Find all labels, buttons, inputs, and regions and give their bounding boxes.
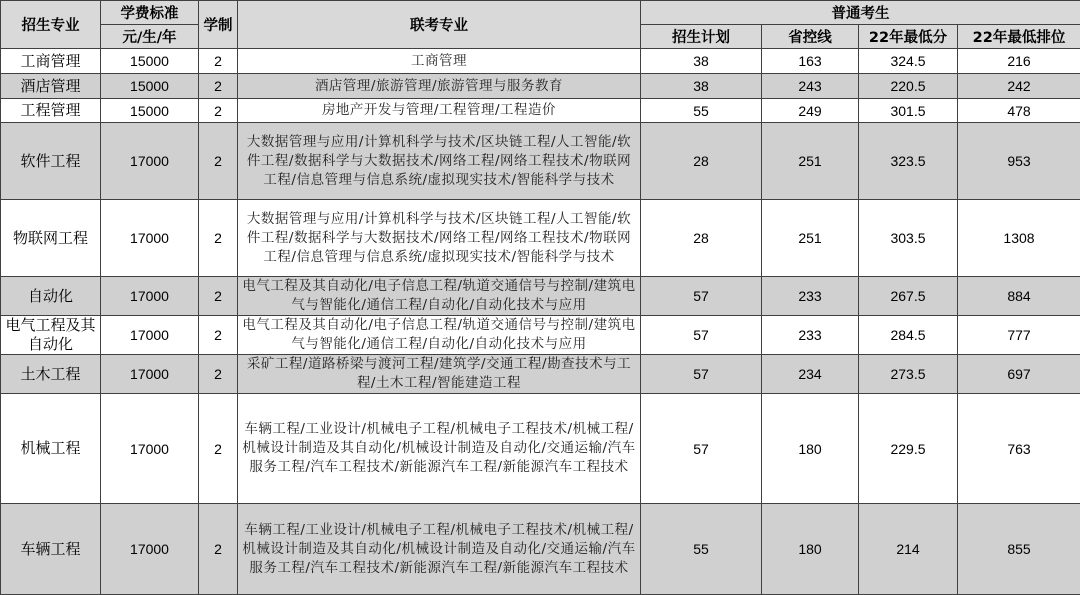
row-years: 2 xyxy=(199,355,238,394)
row-major: 电气工程及其自动化 xyxy=(1,316,101,355)
row-joint-majors: 电气工程及其自动化/电子信息工程/轨道交通信号与控制/建筑电气与智能化/通信工程/自动化/自动化技术与应用 xyxy=(238,277,641,316)
header-min-score-22: 22年最低分 xyxy=(859,25,958,49)
row-province-line: 249 xyxy=(762,99,859,123)
table-row xyxy=(1,99,1080,123)
row-joint-majors: 电气工程及其自动化/电子信息工程/轨道交通信号与控制/建筑电气与智能化/通信工程/自动化/自动化技术与应用 xyxy=(238,316,641,355)
row-fee: 15000 xyxy=(101,99,199,123)
header-min-rank-22: 22年最低排位 xyxy=(958,25,1080,49)
row-fee: 17000 xyxy=(101,355,199,394)
row-plan: 38 xyxy=(641,49,762,74)
row-fee: 17000 xyxy=(101,316,199,355)
row-fee: 15000 xyxy=(101,49,199,74)
table-row xyxy=(1,123,1080,200)
row-years: 2 xyxy=(199,49,238,74)
header-duration: 学制 xyxy=(199,1,238,49)
row-province-line: 243 xyxy=(762,74,859,99)
row-min-score: 220.5 xyxy=(859,74,958,99)
row-min-rank: 953 xyxy=(958,123,1080,200)
row-plan: 55 xyxy=(641,504,762,595)
row-min-rank: 216 xyxy=(958,49,1080,74)
row-years: 2 xyxy=(199,74,238,99)
row-min-rank: 777 xyxy=(958,316,1080,355)
row-province-line: 233 xyxy=(762,277,859,316)
row-min-score: 323.5 xyxy=(859,123,958,200)
row-fee: 17000 xyxy=(101,200,199,277)
table-row xyxy=(1,74,1080,99)
row-joint-majors: 房地产开发与管理/工程管理/工程造价 xyxy=(238,99,641,123)
table-row xyxy=(1,316,1080,355)
row-min-score: 214 xyxy=(859,504,958,595)
row-plan: 28 xyxy=(641,123,762,200)
row-min-rank: 855 xyxy=(958,504,1080,595)
row-years: 2 xyxy=(199,394,238,504)
row-min-rank: 697 xyxy=(958,355,1080,394)
row-min-rank: 478 xyxy=(958,99,1080,123)
row-fee: 17000 xyxy=(101,394,199,504)
header-province-line: 省控线 xyxy=(762,25,859,49)
table-row xyxy=(1,504,1080,595)
row-fee: 17000 xyxy=(101,277,199,316)
row-min-score: 303.5 xyxy=(859,200,958,277)
row-major: 酒店管理 xyxy=(1,74,101,99)
row-plan: 38 xyxy=(641,74,762,99)
header-general-group: 普通考生 xyxy=(641,1,1080,25)
row-major: 物联网工程 xyxy=(1,200,101,277)
row-years: 2 xyxy=(199,277,238,316)
row-province-line: 180 xyxy=(762,394,859,504)
row-fee: 17000 xyxy=(101,504,199,595)
row-major: 土木工程 xyxy=(1,355,101,394)
row-joint-majors: 大数据管理与应用/计算机科学与技术/区块链工程/人工智能/软件工程/数据科学与大数据技术/网络工程/网络工程技术/物联网工程/信息管理与信息系统/虚拟现实技术/智能科学与技术 xyxy=(238,200,641,277)
row-major: 工商管理 xyxy=(1,49,101,74)
table-row xyxy=(1,355,1080,394)
table-row xyxy=(1,277,1080,316)
row-plan: 57 xyxy=(641,316,762,355)
row-plan: 57 xyxy=(641,277,762,316)
row-min-score: 301.5 xyxy=(859,99,958,123)
header-fee-title: 学费标准 xyxy=(101,1,199,25)
row-province-line: 163 xyxy=(762,49,859,74)
row-joint-majors: 车辆工程/工业设计/机械电子工程/机械电子工程技术/机械工程/机械设计制造及其自动化/机械设计制造及自动化/交通运输/汽车服务工程/汽车工程技术/新能源汽车工程/新能源汽车工程技术 xyxy=(238,394,641,504)
row-min-score: 273.5 xyxy=(859,355,958,394)
header-major: 招生专业 xyxy=(1,1,101,49)
row-joint-majors: 采矿工程/道路桥梁与渡河工程/建筑学/交通工程/勘查技术与工程/土木工程/智能建造工程 xyxy=(238,355,641,394)
row-years: 2 xyxy=(199,316,238,355)
row-min-rank: 763 xyxy=(958,394,1080,504)
row-major: 软件工程 xyxy=(1,123,101,200)
row-joint-majors: 酒店管理/旅游管理/旅游管理与服务教育 xyxy=(238,74,641,99)
row-major: 工程管理 xyxy=(1,99,101,123)
row-plan: 28 xyxy=(641,200,762,277)
row-joint-majors: 工商管理 xyxy=(238,49,641,74)
row-min-score: 267.5 xyxy=(859,277,958,316)
row-joint-majors: 大数据管理与应用/计算机科学与技术/区块链工程/人工智能/软件工程/数据科学与大数据技术/网络工程/网络工程技术/物联网工程/信息管理与信息系统/虚拟现实技术/智能科学与技术 xyxy=(238,123,641,200)
row-min-score: 284.5 xyxy=(859,316,958,355)
row-province-line: 233 xyxy=(762,316,859,355)
header-plan: 招生计划 xyxy=(641,25,762,49)
row-plan: 57 xyxy=(641,394,762,504)
row-joint-majors: 车辆工程/工业设计/机械电子工程/机械电子工程技术/机械工程/机械设计制造及其自动化/机械设计制造及自动化/交通运输/汽车服务工程/汽车工程技术/新能源汽车工程/新能源汽车工程技术 xyxy=(238,504,641,595)
row-province-line: 251 xyxy=(762,200,859,277)
header-fee-unit: 元/生/年 xyxy=(101,25,199,49)
row-major: 机械工程 xyxy=(1,394,101,504)
row-plan: 55 xyxy=(641,99,762,123)
row-plan: 57 xyxy=(641,355,762,394)
row-fee: 15000 xyxy=(101,74,199,99)
row-province-line: 251 xyxy=(762,123,859,200)
table-row xyxy=(1,49,1080,74)
row-years: 2 xyxy=(199,123,238,200)
row-years: 2 xyxy=(199,200,238,277)
row-fee: 17000 xyxy=(101,123,199,200)
table-row xyxy=(1,200,1080,277)
row-min-score: 324.5 xyxy=(859,49,958,74)
header-joint-majors: 联考专业 xyxy=(238,1,641,49)
row-min-rank: 242 xyxy=(958,74,1080,99)
table-row xyxy=(1,394,1080,504)
row-years: 2 xyxy=(199,99,238,123)
row-years: 2 xyxy=(199,504,238,595)
row-min-score: 229.5 xyxy=(859,394,958,504)
row-province-line: 234 xyxy=(762,355,859,394)
row-major: 自动化 xyxy=(1,277,101,316)
row-major: 车辆工程 xyxy=(1,504,101,595)
row-min-rank: 884 xyxy=(958,277,1080,316)
row-province-line: 180 xyxy=(762,504,859,595)
row-min-rank: 1308 xyxy=(958,200,1080,277)
